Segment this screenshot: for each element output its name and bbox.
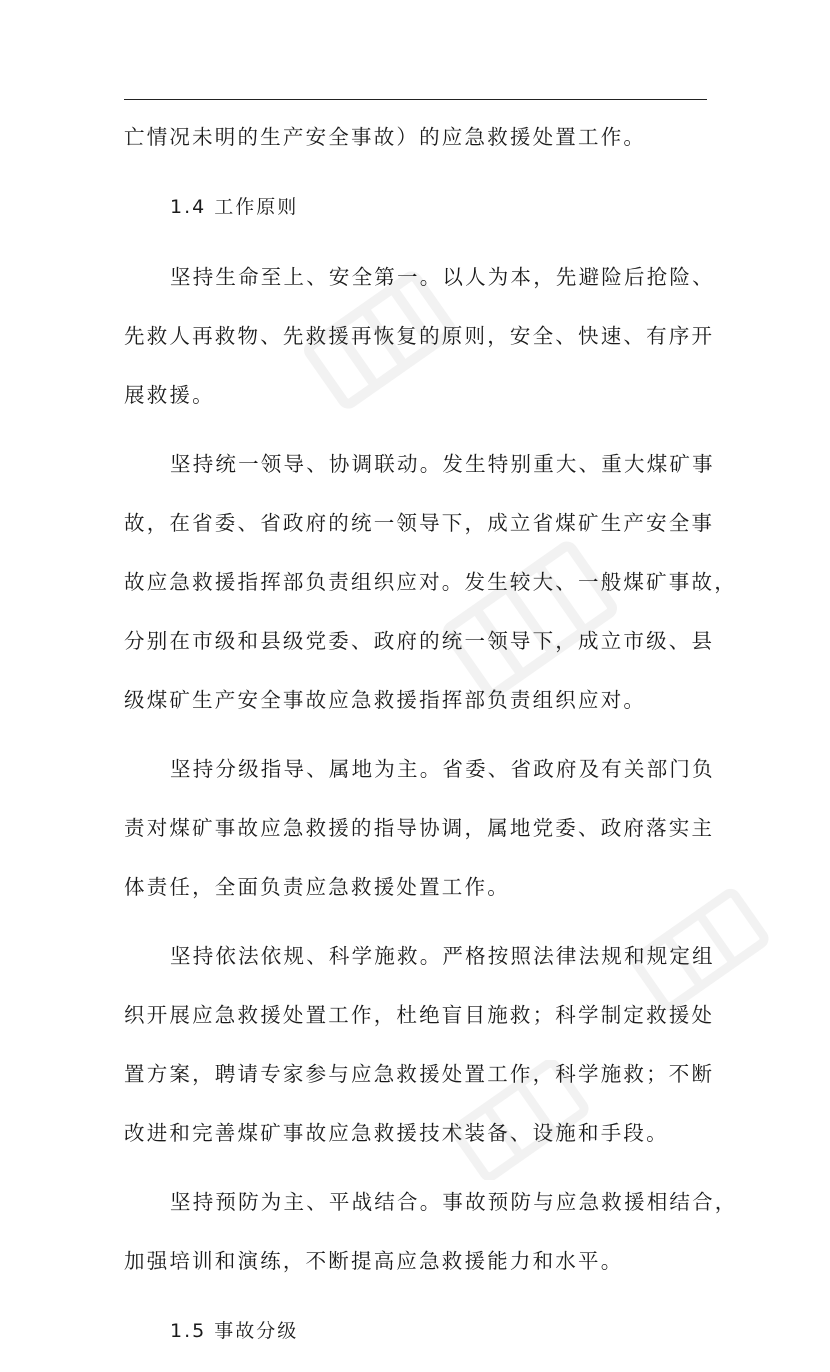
text-line: 故，在省委、省政府的统一领导下，成立省煤矿生产安全事	[124, 511, 715, 535]
text-line: 先救人再救物、先救援再恢复的原则，安全、快速、有序开	[124, 324, 715, 348]
paragraph	[124, 1173, 738, 1291]
paragraph	[124, 927, 714, 1163]
text-line: 加强培训和演练，不断提高应急救援能力和水平。	[124, 1249, 624, 1273]
document-body	[124, 108, 738, 1372]
section-heading: 1.4 工作原则	[170, 196, 299, 218]
paragraph	[124, 740, 714, 917]
text-line: 坚持统一领导、协调联动。发生特别重大、重大煤矿事	[170, 452, 715, 476]
text-line: 改进和完善煤矿事故应急救援技术装备、设施和手段。	[124, 1121, 669, 1145]
text-line: 坚持分级指导、属地为主。省委、省政府及有关部门负	[170, 757, 715, 781]
section-heading: 1.5 事故分级	[170, 1320, 299, 1342]
paragraph	[124, 435, 737, 730]
text-line: 亡情况未明的生产安全事故）的应急救援处置工作。	[124, 125, 647, 149]
text-line: 展救援。	[124, 383, 215, 407]
text-line: 体责任，全面负责应急救援处置工作。	[124, 875, 510, 899]
paragraph	[124, 248, 714, 425]
text-line: 级煤矿生产安全事故应急救援指挥部负责组织应对。	[124, 688, 647, 712]
text-line: 故应急救援指挥部负责组织应对。发生较大、一般煤矿事故，	[124, 570, 737, 594]
text-line: 责对煤矿事故应急救援的指导协调，属地党委、政府落实主	[124, 816, 715, 840]
text-line: 分别在市级和县级党委、政府的统一领导下，成立市级、县	[124, 629, 715, 653]
text-line: 置方案，聘请专家参与应急救援处置工作，科学施救；不断	[124, 1062, 715, 1086]
continuation-paragraph	[124, 108, 714, 167]
header-rule	[124, 99, 707, 100]
text-line: 坚持依法依规、科学施救。严格按照法律法规和规定组	[170, 944, 715, 968]
text-line: 坚持生命至上、安全第一。以人为本，先避险后抢险、	[170, 265, 715, 289]
text-line: 坚持预防为主、平战结合。事故预防与应急救援相结合，	[170, 1190, 738, 1214]
text-line: 织开展应急救援处置工作，杜绝盲目施救；科学制定救援处	[124, 1003, 715, 1027]
